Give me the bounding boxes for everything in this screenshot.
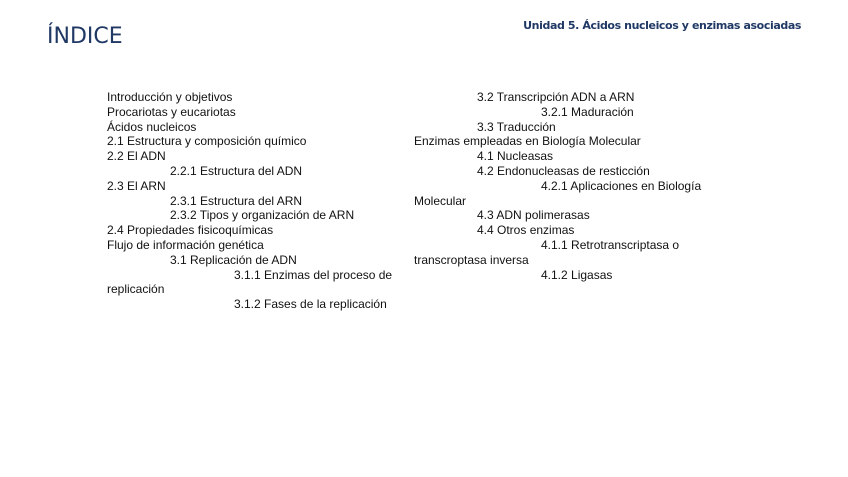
index-entry[interactable]: Flujo de información genética (107, 237, 264, 252)
index-entry-continuation[interactable]: Molecular (414, 193, 467, 208)
index-entry[interactable]: 4.4 Otros enzimas (477, 223, 575, 238)
index-entry[interactable]: Ácidos nucleicos (107, 119, 197, 134)
index-entry[interactable]: 4.1.2 Ligasas (541, 267, 613, 282)
index-entry[interactable]: 4.3 ADN polimerasas (477, 208, 590, 223)
index-entry[interactable]: 4.2.1 Aplicaciones en Biología (541, 178, 702, 193)
index-column-right (414, 90, 714, 282)
index-column-left (107, 90, 402, 312)
index-entry[interactable]: 3.1.1 Enzimas del proceso de (234, 267, 393, 282)
index-entry[interactable]: 2.3 El ARN (107, 178, 166, 193)
index-entry-continuation[interactable]: replicación (107, 282, 165, 297)
index-entry[interactable]: 2.1 Estructura y composición químico (107, 134, 307, 149)
page-title: ÍNDICE (47, 24, 123, 49)
index-entry[interactable]: 3.2.1 Maduración (541, 104, 634, 119)
index-entry[interactable]: 3.1.2 Fases de la replicación (234, 297, 387, 312)
index-entry-continuation[interactable]: transcroptasa inversa (414, 252, 529, 267)
index-entry[interactable]: 3.1 Replicación de ADN (170, 252, 297, 267)
index-entry[interactable]: 2.2 El ADN (107, 149, 166, 164)
index-entry[interactable]: 4.1.1 Retrotranscriptasa o (541, 237, 680, 252)
index-entry[interactable]: 2.4 Propiedades fisicoquímicas (107, 223, 274, 238)
index-entry[interactable]: 4.1 Nucleasas (477, 149, 554, 164)
index-entry[interactable]: 2.3.2 Tipos y organización de ARN (170, 208, 355, 223)
index-entry[interactable]: 4.2 Endonucleasas de resticción (477, 163, 650, 178)
index-entry[interactable]: 3.2 Transcripción ADN a ARN (477, 90, 635, 104)
index-entry[interactable]: 3.3 Traducción (477, 119, 556, 134)
index-entry[interactable]: Procariotas y eucariotas (107, 104, 236, 119)
index-entry[interactable]: Introducción y objetivos (107, 90, 233, 104)
index-entry[interactable]: 2.2.1 Estructura del ADN (170, 163, 303, 178)
unit-header: Unidad 5. Ácidos nucleicos y enzimas asociadas (523, 19, 801, 32)
index-entry[interactable]: Enzimas empleadas en Biología Molecular (414, 134, 641, 149)
index-entry[interactable]: 2.3.1 Estructura del ARN (170, 193, 303, 208)
